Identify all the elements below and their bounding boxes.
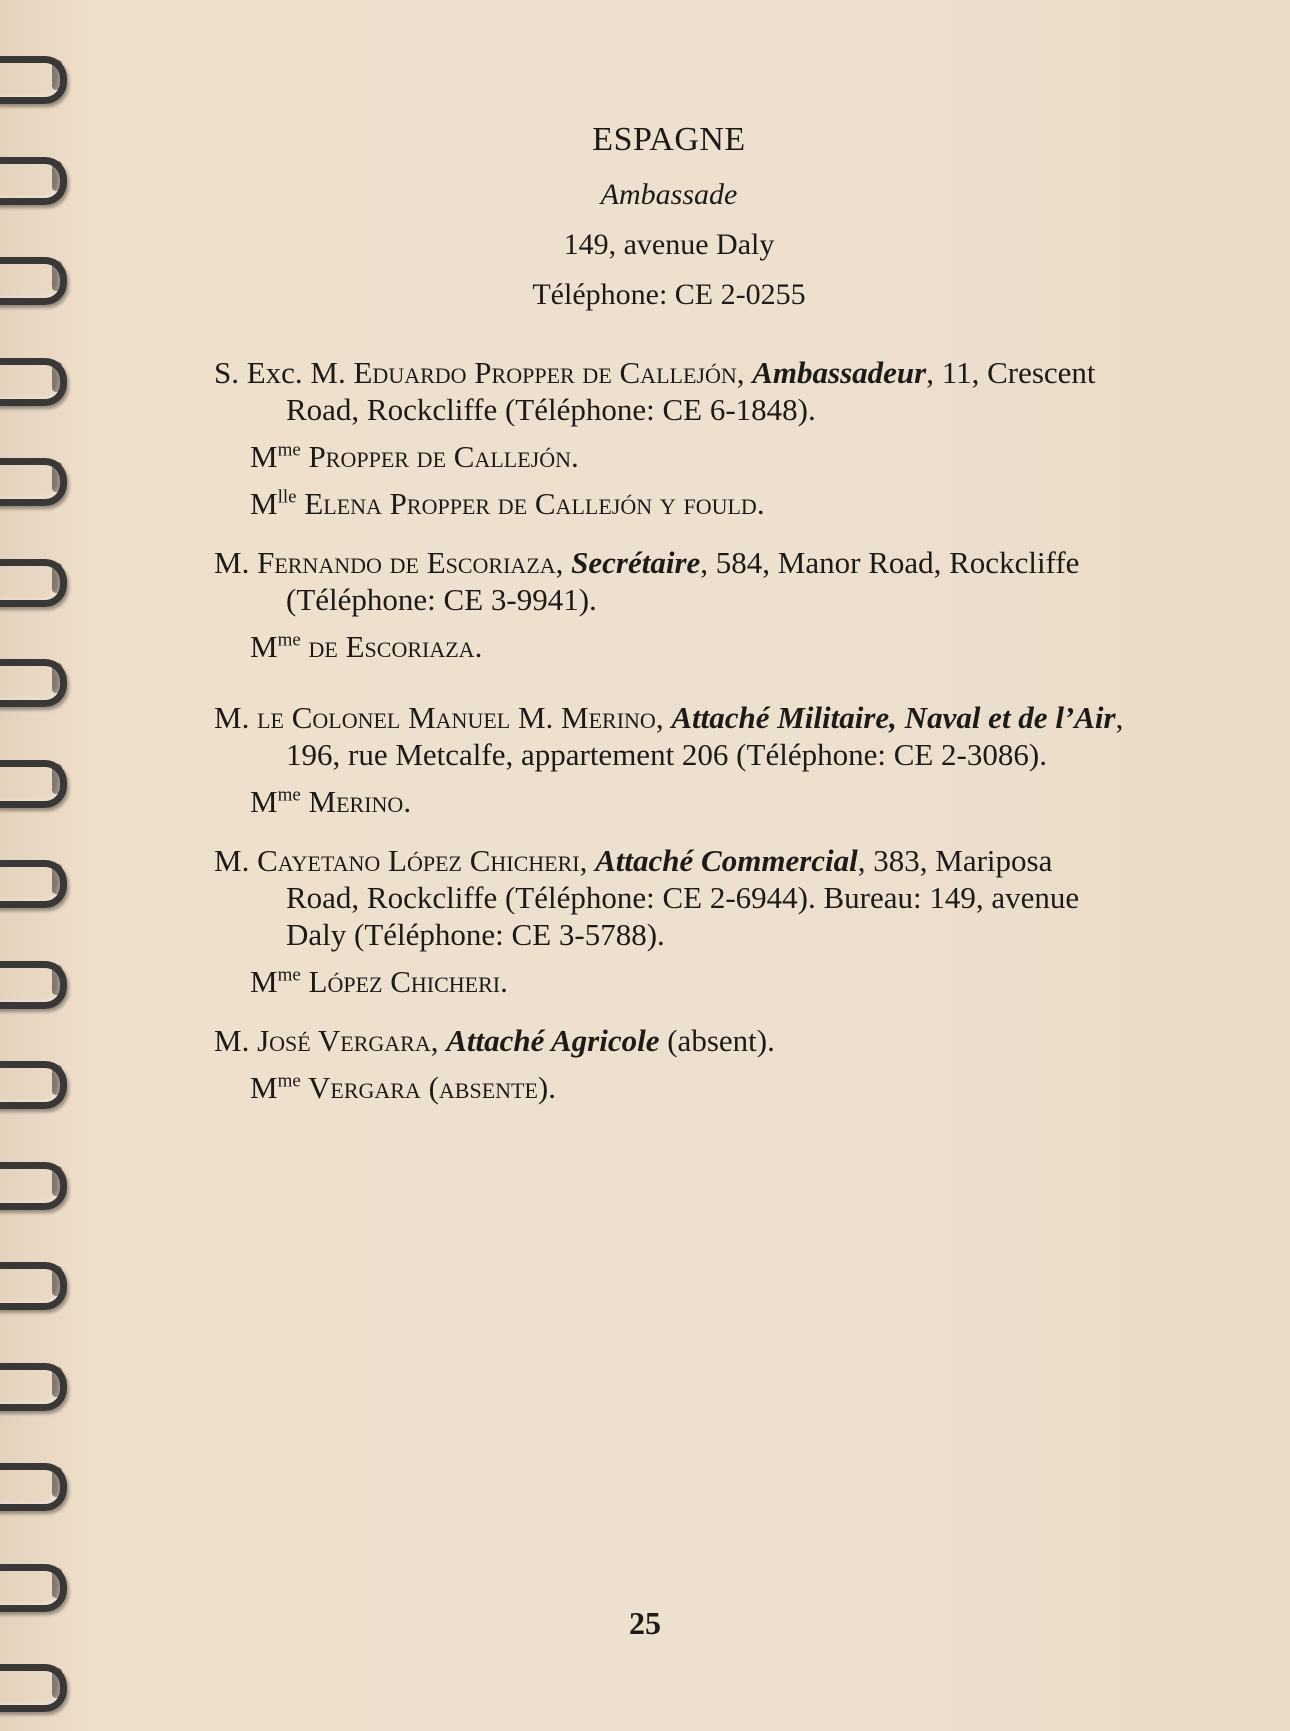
entry-separator: , — [736, 355, 753, 390]
entry-details: , 196, rue Metcalfe, appartement 206 (Téléphone: CE 2-3086). — [286, 700, 1124, 772]
entry-separator: , — [579, 843, 596, 878]
binding-ring — [0, 1664, 67, 1712]
entry-main-line — [214, 354, 1124, 428]
spouse-line — [214, 783, 1124, 820]
entry-prefix: M. — [214, 843, 258, 878]
binding-ring — [0, 659, 67, 707]
entry-prefix: M. — [214, 700, 258, 735]
spouse-line — [214, 438, 1124, 475]
spouse-line — [214, 628, 1124, 665]
binding-ring — [0, 157, 67, 205]
directory-entry — [214, 1022, 1124, 1106]
spiral-binding — [0, 0, 80, 1731]
section-title: Ambassade — [600, 178, 738, 211]
spouse-title-sup: lle — [277, 486, 297, 508]
entry-prefix: S. Exc. M. — [214, 355, 354, 390]
binding-ring — [0, 56, 67, 104]
spouse-title-sup: me — [277, 439, 301, 461]
entry-details: , 584, Manor Road, Rockcliffe (Téléphone: CE 3-9941). — [286, 545, 1080, 617]
binding-ring — [0, 1463, 67, 1511]
directory-content — [214, 110, 1124, 1106]
entry-main-line — [214, 544, 1124, 618]
binding-ring — [0, 257, 67, 305]
country-heading: ESPAGNE — [592, 121, 746, 158]
spouse-title: M — [250, 439, 278, 474]
spouse-title-sup: me — [277, 964, 301, 986]
spouse-name: Elena Propper de Callejón y fould. — [296, 486, 765, 521]
spouse-title: M — [250, 964, 278, 999]
spouse-name: Vergara (absente). — [300, 1070, 556, 1105]
entry-separator: , — [655, 700, 672, 735]
binding-ring — [0, 358, 67, 406]
spouse-name: Propper de Callejón. — [300, 439, 579, 474]
entry-role: Ambassadeur — [752, 355, 927, 390]
spouse-title-sup: me — [277, 629, 301, 651]
spouse-line — [214, 1069, 1124, 1106]
binding-ring — [0, 458, 67, 506]
directory-entry — [214, 699, 1124, 820]
spouse-title: M — [250, 629, 278, 664]
directory-entry — [214, 544, 1124, 665]
binding-ring — [0, 1262, 67, 1310]
spouse-title-sup: me — [277, 784, 301, 806]
entry-main-line — [214, 1022, 1124, 1059]
spouse-line — [214, 963, 1124, 1000]
entry-role: Attaché Commercial — [595, 843, 858, 878]
entry-role: Attaché Agricole — [446, 1023, 660, 1058]
spouse-title: M — [250, 784, 278, 819]
spouse-name: Merino. — [300, 784, 412, 819]
spouse-line — [214, 485, 1124, 522]
entry-name: Eduardo Propper de Callejón — [353, 355, 737, 390]
entry-details: , 11, Crescent Road, Rockcliffe (Téléphone: CE 6-1848). — [286, 355, 1096, 427]
entry-details: (absent). — [659, 1023, 775, 1058]
directory-entry — [214, 842, 1124, 1000]
entry-separator: , — [555, 545, 572, 580]
binding-ring — [0, 860, 67, 908]
binding-ring — [0, 559, 67, 607]
entry-name: Fernando de Escoriaza — [257, 545, 556, 580]
spouse-name: de Escoriaza. — [300, 629, 483, 664]
entry-details: , 383, Mariposa Road, Rockcliffe (Téléphone: CE 2-6944). Bureau: 149, avenue Daly (Téléphone: CE 3-5788). — [286, 843, 1080, 952]
entry-prefix: M. — [214, 1023, 258, 1058]
directory-entry — [214, 354, 1124, 522]
spouse-name: López Chicheri. — [300, 964, 508, 999]
spouse-title-sup: me — [277, 1070, 301, 1092]
entry-prefix: M. — [214, 545, 258, 580]
entry-role: Attaché Militaire, Naval et de l’Air — [671, 700, 1116, 735]
entry-main-line — [214, 842, 1124, 953]
entry-name: Cayetano López Chicheri — [257, 843, 580, 878]
entry-main-line — [214, 699, 1124, 773]
page-number: 25 — [629, 1605, 661, 1641]
entry-name: José Vergara — [257, 1023, 431, 1058]
entry-separator: , — [430, 1023, 447, 1058]
binding-ring — [0, 1363, 67, 1411]
entry-name: le Colonel Manuel M. Merino — [257, 700, 656, 735]
binding-ring — [0, 1162, 67, 1210]
binding-ring — [0, 760, 67, 808]
binding-ring — [0, 961, 67, 1009]
entry-role: Secrétaire — [571, 545, 701, 580]
spouse-title: M — [250, 1070, 278, 1105]
embassy-phone: Téléphone: CE 2-0255 — [532, 278, 806, 311]
binding-ring — [0, 1061, 67, 1109]
spouse-title: M — [250, 486, 278, 521]
embassy-address: 149, avenue Daly — [563, 228, 775, 261]
